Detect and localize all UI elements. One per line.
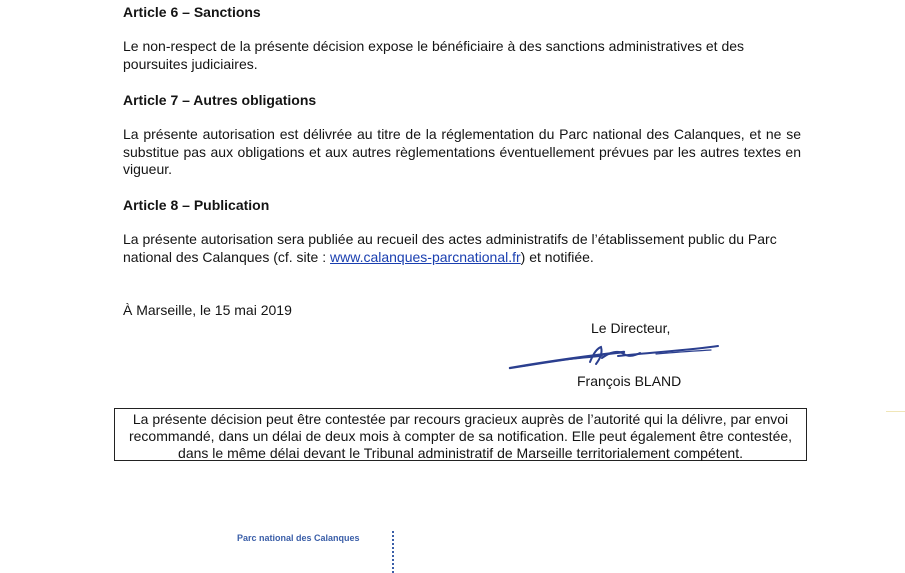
article-6-heading: Article 6 – Sanctions <box>123 4 261 20</box>
article-7-text: La présente autorisation est délivrée au titre de la réglementation du Parc national des Calanques, et ne se substitue pas aux obligations et aux autres règlementations éventuellement prévues par les autres textes en vigueur. <box>123 126 801 177</box>
article-8-text <box>123 231 795 266</box>
article-6-text: Le non-respect de la présente décision expose le bénéficiaire à des sanctions administratives et des poursuites judiciaires. <box>123 38 745 72</box>
website-link[interactable]: www.calanques-parcnational.fr <box>330 248 521 265</box>
date-line: À Marseille, le 15 mai 2019 <box>123 302 292 318</box>
article-8-heading: Article 8 – Publication <box>123 197 270 213</box>
signer-role: Le Directeur, <box>591 320 671 336</box>
article-8-text-end: ) et notifiée. <box>520 248 594 265</box>
margin-mark <box>886 411 905 412</box>
article-8-text-start: La présente autorisation sera publiée au recueil des actes administratifs de l’établissement public du Parc national des Calanques (cf. site : <box>123 231 777 265</box>
handwritten-signature <box>506 338 726 374</box>
signer-name: François BLAND <box>577 373 682 389</box>
footer-dotted-divider <box>392 531 394 573</box>
footer-organization: Parc national des Calanques <box>237 533 360 543</box>
article-7-heading: Article 7 – Autres obligations <box>123 92 317 108</box>
legal-notice-box: La présente décision peut être contestée par recours gracieux auprès de l’autorité qui la délivre, par envoi recommandé, dans un délai de deux mois à compter de sa notification. Elle peut également être contestée, dans le même délai devant le Tribunal administratif de Marseille territorialement compétent. <box>114 408 807 461</box>
